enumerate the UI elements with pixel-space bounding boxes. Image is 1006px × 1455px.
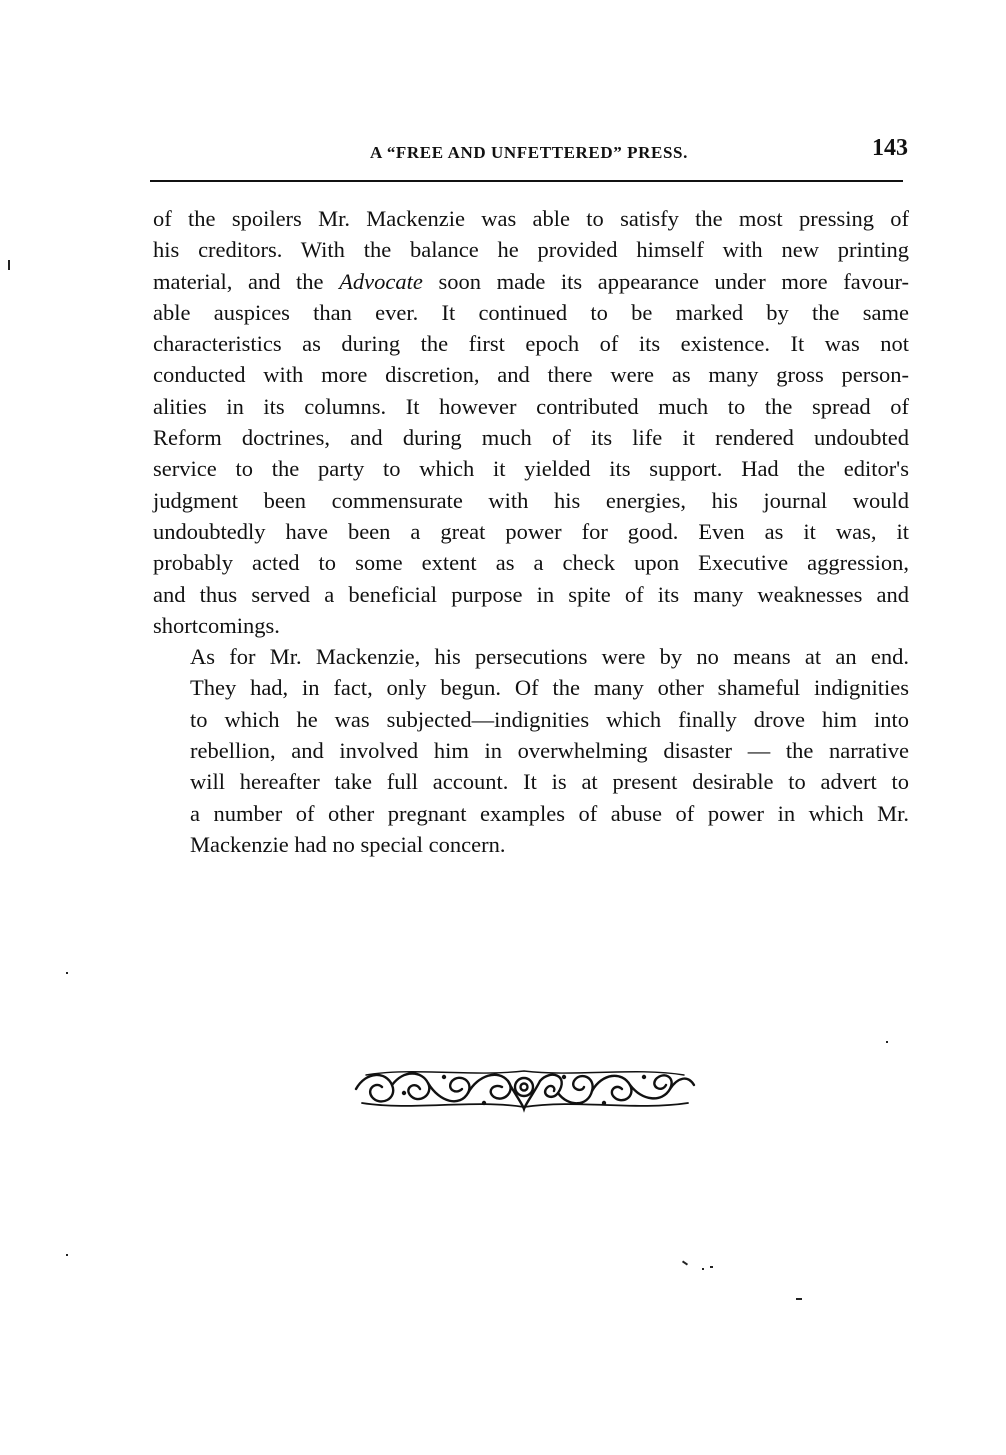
- page-speck: [702, 1268, 704, 1270]
- text-line: and thus served a beneficial purpose in spite of its many weaknesses and: [153, 581, 909, 607]
- text-line: service to the party to which it yielded its support. Had the editor's: [153, 456, 909, 482]
- text-line: Reform doctrines, and during much of its life it rendered undoubted: [153, 425, 909, 451]
- page-number: 143: [872, 135, 908, 161]
- page-speck: [66, 972, 68, 974]
- text-line: rebellion, and involved him in overwhelming disaster — the narrative: [190, 738, 909, 764]
- text-line: material, and the Advocate soon made its appearance under more favour-: [153, 268, 909, 294]
- paragraph: [153, 203, 909, 641]
- page-speck: [8, 260, 10, 270]
- text-line: characteristics as during the first epoch of its existence. It was not: [153, 331, 909, 357]
- page-speck: [66, 1254, 68, 1256]
- page-speck: [710, 1266, 713, 1268]
- text-line: to which he was subjected—indignities which finally drove him into: [190, 706, 909, 732]
- text-line: his creditors. With the balance he provided himself with new printing: [153, 237, 909, 263]
- text-line: judgment been commensurate with his energies, his journal would: [153, 487, 909, 513]
- text-line: They had, in fact, only begun. Of the many other shameful indignities: [190, 675, 909, 701]
- body-text: [153, 203, 909, 860]
- text-line: Mackenzie had no special concern.: [190, 831, 506, 857]
- text-line: undoubtedly have been a great power for good. Even as it was, it: [153, 518, 909, 544]
- page-speck: [796, 1298, 802, 1300]
- header-rule: [150, 180, 903, 182]
- newspaper-title: Advocate: [339, 268, 423, 294]
- text-line: alities in its columns. It however contributed much to the spread of: [153, 393, 909, 419]
- text-line: a number of other pregnant examples of abuse of power in which Mr.: [190, 800, 909, 826]
- page-speck: [886, 1041, 888, 1043]
- text-line: conducted with more discretion, and there were as many gross person-: [153, 362, 909, 388]
- text-line: will hereafter take full account. It is at present desirable to advert to: [190, 769, 909, 795]
- decorative-ornament-icon: [352, 1063, 697, 1115]
- text-line: of the spoilers Mr. Mackenzie was able to satisfy the most pressing of: [153, 206, 909, 231]
- text-line: able auspices than ever. It continued to be marked by the same: [153, 299, 909, 325]
- text-line: As for Mr. Mackenzie, his persecutions were by no means at an end.: [190, 644, 909, 670]
- paragraph: [153, 641, 909, 860]
- page-speck: [682, 1260, 688, 1265]
- text-line: shortcomings.: [153, 612, 280, 638]
- text-line: probably acted to some extent as a check upon Executive aggression,: [153, 550, 909, 576]
- running-header: [150, 134, 908, 168]
- running-title: A “FREE AND UNFETTERED” PRESS.: [370, 143, 688, 162]
